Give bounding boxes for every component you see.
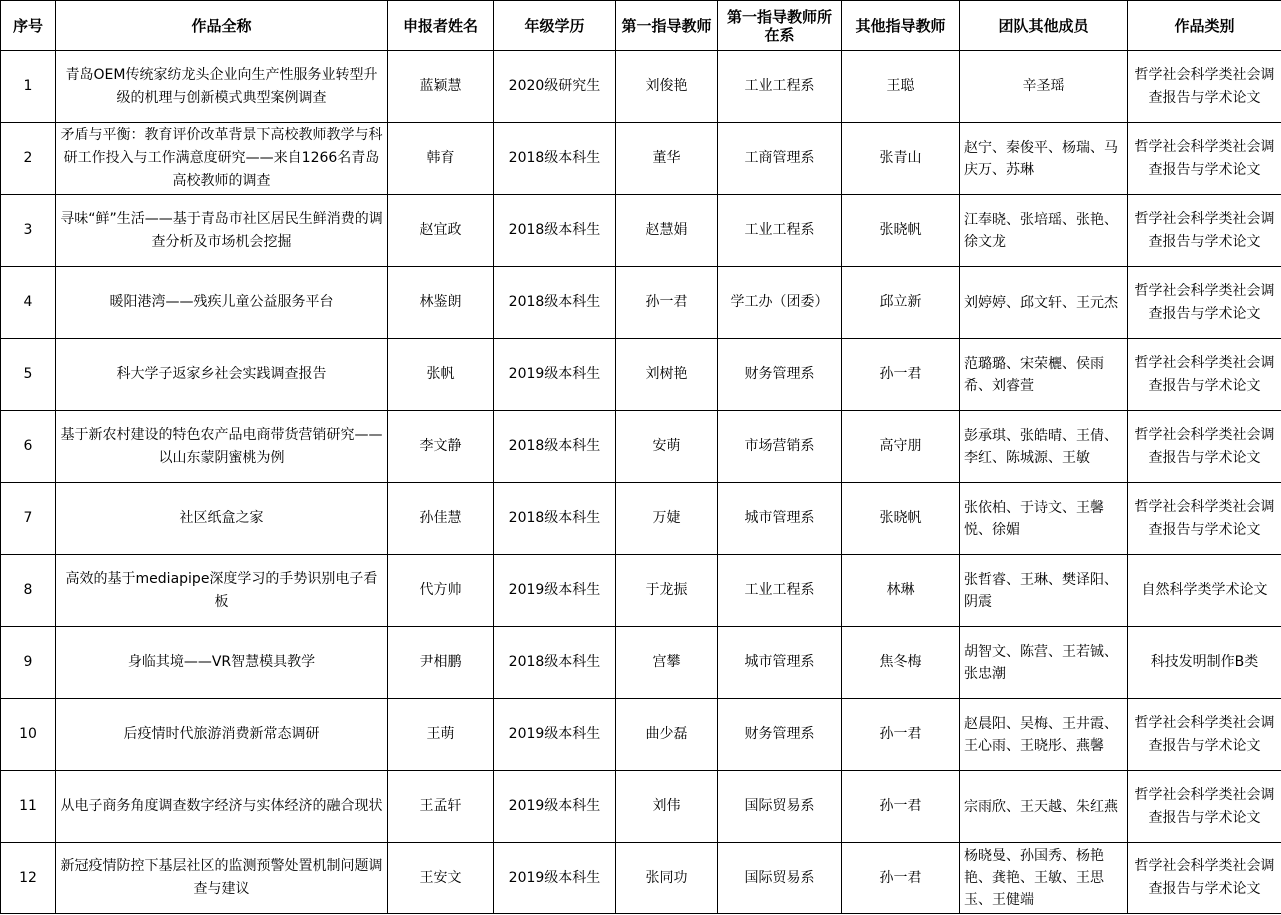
cell-advisor-dept: 国际贸易系 bbox=[718, 843, 842, 914]
cell-applicant: 李文静 bbox=[388, 411, 494, 483]
table-row bbox=[1, 483, 1281, 555]
cell-category: 哲学社会科学类社会调查报告与学术论文 bbox=[1128, 843, 1281, 914]
cell-applicant: 韩育 bbox=[388, 123, 494, 195]
cell-other-advisors: 王聪 bbox=[842, 51, 960, 123]
table-row bbox=[1, 843, 1281, 914]
cell-index: 6 bbox=[1, 411, 56, 483]
cell-title: 高效的基于mediapipe深度学习的手势识别电子看板 bbox=[56, 555, 388, 627]
cell-other-advisors: 孙一君 bbox=[842, 339, 960, 411]
cell-index: 3 bbox=[1, 195, 56, 267]
cell-members: 杨晓曼、孙国秀、杨艳艳、龚艳、王敏、王思玉、王健端 bbox=[960, 843, 1128, 914]
cell-other-advisors: 孙一君 bbox=[842, 699, 960, 771]
cell-category: 哲学社会科学类社会调查报告与学术论文 bbox=[1128, 771, 1281, 843]
cell-applicant: 张帆 bbox=[388, 339, 494, 411]
cell-members: 彭承琪、张皓晴、王倩、李红、陈城源、王敏 bbox=[960, 411, 1128, 483]
cell-members: 赵宁、秦俊平、杨瑞、马庆万、苏琳 bbox=[960, 123, 1128, 195]
cell-index: 2 bbox=[1, 123, 56, 195]
cell-advisor-dept: 工业工程系 bbox=[718, 51, 842, 123]
cell-grade: 2018级本科生 bbox=[494, 627, 616, 699]
cell-category: 哲学社会科学类社会调查报告与学术论文 bbox=[1128, 699, 1281, 771]
cell-members: 江奉晓、张培瑶、张艳、徐文龙 bbox=[960, 195, 1128, 267]
cell-advisor: 刘伟 bbox=[616, 771, 718, 843]
cell-members: 张依柏、于诗文、王馨悦、徐媚 bbox=[960, 483, 1128, 555]
cell-title: 身临其境——VR智慧模具教学 bbox=[56, 627, 388, 699]
cell-index: 1 bbox=[1, 51, 56, 123]
cell-category: 哲学社会科学类社会调查报告与学术论文 bbox=[1128, 195, 1281, 267]
cell-other-advisors: 焦冬梅 bbox=[842, 627, 960, 699]
cell-other-advisors: 张青山 bbox=[842, 123, 960, 195]
cell-grade: 2019级本科生 bbox=[494, 699, 616, 771]
cell-grade: 2018级本科生 bbox=[494, 483, 616, 555]
cell-index: 5 bbox=[1, 339, 56, 411]
cell-advisor: 董华 bbox=[616, 123, 718, 195]
cell-members: 范璐璐、宋荣欐、侯雨希、刘睿萱 bbox=[960, 339, 1128, 411]
cell-grade: 2018级本科生 bbox=[494, 195, 616, 267]
cell-title: 暖阳港湾——残疾儿童公益服务平台 bbox=[56, 267, 388, 339]
cell-other-advisors: 孙一君 bbox=[842, 771, 960, 843]
cell-members: 辛圣瑶 bbox=[960, 51, 1128, 123]
cell-other-advisors: 孙一君 bbox=[842, 843, 960, 914]
cell-grade: 2020级研究生 bbox=[494, 51, 616, 123]
cell-grade: 2019级本科生 bbox=[494, 339, 616, 411]
cell-title: 青岛OEM传统家纺龙头企业向生产性服务业转型升级的机理与创新模式典型案例调查 bbox=[56, 51, 388, 123]
cell-applicant: 孙佳慧 bbox=[388, 483, 494, 555]
cell-advisor: 刘树艳 bbox=[616, 339, 718, 411]
cell-category: 哲学社会科学类社会调查报告与学术论文 bbox=[1128, 123, 1281, 195]
cell-title: 科大学子返家乡社会实践调查报告 bbox=[56, 339, 388, 411]
cell-advisor: 张同功 bbox=[616, 843, 718, 914]
cell-members: 赵晨阳、吴梅、王井霞、王心雨、王晓彤、燕馨 bbox=[960, 699, 1128, 771]
col-header-title: 作品全称 bbox=[56, 1, 388, 51]
cell-advisor-dept: 国际贸易系 bbox=[718, 771, 842, 843]
cell-advisor-dept: 工业工程系 bbox=[718, 195, 842, 267]
col-header-other-advisors: 其他指导教师 bbox=[842, 1, 960, 51]
cell-other-advisors: 张晓帆 bbox=[842, 483, 960, 555]
cell-advisor: 万婕 bbox=[616, 483, 718, 555]
cell-category: 哲学社会科学类社会调查报告与学术论文 bbox=[1128, 267, 1281, 339]
cell-title: 矛盾与平衡：教育评价改革背景下高校教师教学与科研工作投入与工作满意度研究——来自1266名青岛高校教师的调查 bbox=[56, 123, 388, 195]
col-header-members: 团队其他成员 bbox=[960, 1, 1128, 51]
cell-advisor-dept: 城市管理系 bbox=[718, 627, 842, 699]
cell-members: 宗雨欣、王天越、朱红燕 bbox=[960, 771, 1128, 843]
cell-grade: 2018级本科生 bbox=[494, 411, 616, 483]
table-row bbox=[1, 771, 1281, 843]
cell-index: 9 bbox=[1, 627, 56, 699]
cell-title: 基于新农村建设的特色农产品电商带货营销研究——以山东蒙阴蜜桃为例 bbox=[56, 411, 388, 483]
cell-category: 自然科学类学术论文 bbox=[1128, 555, 1281, 627]
cell-advisor-dept: 工业工程系 bbox=[718, 555, 842, 627]
cell-advisor-dept: 城市管理系 bbox=[718, 483, 842, 555]
cell-advisor-dept: 财务管理系 bbox=[718, 339, 842, 411]
cell-advisor: 孙一君 bbox=[616, 267, 718, 339]
cell-other-advisors: 张晓帆 bbox=[842, 195, 960, 267]
cell-other-advisors: 高守朋 bbox=[842, 411, 960, 483]
cell-title: 从电子商务角度调查数字经济与实体经济的融合现状 bbox=[56, 771, 388, 843]
cell-title: 寻味“鲜”生活——基于青岛市社区居民生鲜消费的调查分析及市场机会挖掘 bbox=[56, 195, 388, 267]
cell-applicant: 代方帅 bbox=[388, 555, 494, 627]
cell-members: 张哲睿、王琳、樊译阳、阴震 bbox=[960, 555, 1128, 627]
cell-other-advisors: 林琳 bbox=[842, 555, 960, 627]
cell-category: 科技发明制作B类 bbox=[1128, 627, 1281, 699]
cell-applicant: 王安文 bbox=[388, 843, 494, 914]
cell-applicant: 王萌 bbox=[388, 699, 494, 771]
cell-category: 哲学社会科学类社会调查报告与学术论文 bbox=[1128, 483, 1281, 555]
cell-grade: 2019级本科生 bbox=[494, 771, 616, 843]
cell-index: 11 bbox=[1, 771, 56, 843]
cell-other-advisors: 邱立新 bbox=[842, 267, 960, 339]
cell-advisor-dept: 学工办（团委） bbox=[718, 267, 842, 339]
col-header-advisor-dept: 第一指导教师所在系 bbox=[718, 1, 842, 51]
col-header-index: 序号 bbox=[1, 1, 56, 51]
cell-title: 后疫情时代旅游消费新常态调研 bbox=[56, 699, 388, 771]
cell-advisor: 刘俊艳 bbox=[616, 51, 718, 123]
cell-members: 刘婷婷、邱文轩、王元杰 bbox=[960, 267, 1128, 339]
table-row bbox=[1, 339, 1281, 411]
cell-category: 哲学社会科学类社会调查报告与学术论文 bbox=[1128, 411, 1281, 483]
cell-index: 4 bbox=[1, 267, 56, 339]
col-header-applicant: 申报者姓名 bbox=[388, 1, 494, 51]
cell-applicant: 蓝颖慧 bbox=[388, 51, 494, 123]
cell-grade: 2018级本科生 bbox=[494, 123, 616, 195]
table-row bbox=[1, 555, 1281, 627]
cell-grade: 2018级本科生 bbox=[494, 267, 616, 339]
table-row bbox=[1, 627, 1281, 699]
cell-title: 社区纸盒之家 bbox=[56, 483, 388, 555]
cell-index: 8 bbox=[1, 555, 56, 627]
table-row bbox=[1, 699, 1281, 771]
header-row bbox=[1, 1, 1281, 51]
cell-advisor: 宫攀 bbox=[616, 627, 718, 699]
cell-advisor: 赵慧娟 bbox=[616, 195, 718, 267]
cell-category: 哲学社会科学类社会调查报告与学术论文 bbox=[1128, 339, 1281, 411]
cell-applicant: 尹相鹏 bbox=[388, 627, 494, 699]
col-header-category: 作品类别 bbox=[1128, 1, 1281, 51]
cell-grade: 2019级本科生 bbox=[494, 843, 616, 914]
cell-applicant: 王孟轩 bbox=[388, 771, 494, 843]
cell-category: 哲学社会科学类社会调查报告与学术论文 bbox=[1128, 51, 1281, 123]
table-row bbox=[1, 411, 1281, 483]
table-row bbox=[1, 267, 1281, 339]
cell-advisor-dept: 财务管理系 bbox=[718, 699, 842, 771]
cell-advisor: 于龙振 bbox=[616, 555, 718, 627]
cell-advisor: 曲少磊 bbox=[616, 699, 718, 771]
cell-applicant: 林鉴朗 bbox=[388, 267, 494, 339]
cell-index: 7 bbox=[1, 483, 56, 555]
cell-advisor-dept: 市场营销系 bbox=[718, 411, 842, 483]
cell-members: 胡智文、陈营、王若铖、张忠潮 bbox=[960, 627, 1128, 699]
col-header-advisor: 第一指导教师 bbox=[616, 1, 718, 51]
table-row bbox=[1, 195, 1281, 267]
cell-grade: 2019级本科生 bbox=[494, 555, 616, 627]
cell-index: 10 bbox=[1, 699, 56, 771]
cell-title: 新冠疫情防控下基层社区的监测预警处置机制问题调查与建议 bbox=[56, 843, 388, 914]
cell-advisor-dept: 工商管理系 bbox=[718, 123, 842, 195]
table-row bbox=[1, 123, 1281, 195]
cell-applicant: 赵宜政 bbox=[388, 195, 494, 267]
table-row bbox=[1, 51, 1281, 123]
col-header-grade: 年级学历 bbox=[494, 1, 616, 51]
cell-index: 12 bbox=[1, 843, 56, 914]
cell-advisor: 安萌 bbox=[616, 411, 718, 483]
